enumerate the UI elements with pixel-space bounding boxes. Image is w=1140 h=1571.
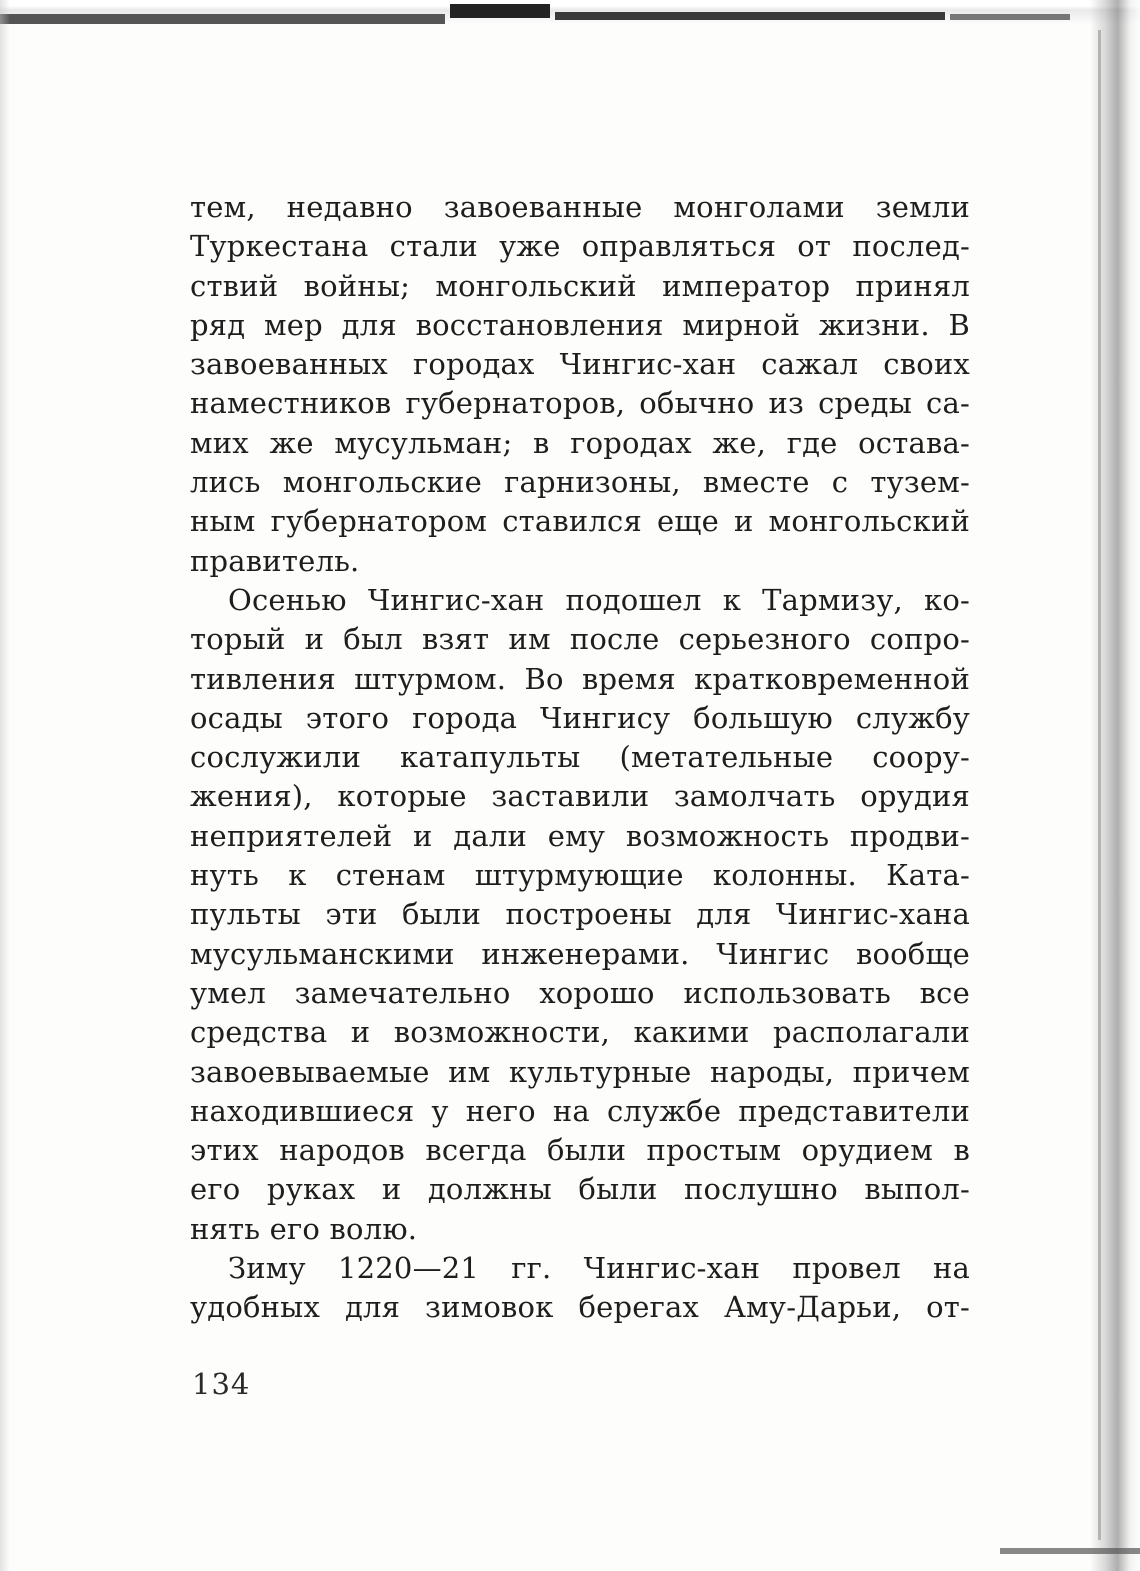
- text-line: мих же мусульман; в городах же, где остава-: [190, 425, 970, 460]
- text-line: удобных для зимовок берегах Аму-Дарьи, от-: [190, 1290, 970, 1325]
- text-line: жения), которые заставили замолчать орудия: [190, 779, 970, 814]
- scan-artifact: [0, 14, 445, 24]
- text-line: ным губернатором ставился еще и монгольский: [190, 504, 970, 539]
- scan-artifact: [1000, 1548, 1140, 1554]
- text-line: лись монгольские гарнизоны, вместе с тузем-: [190, 465, 970, 500]
- text-line: пульты эти были построены для Чингис-хана: [190, 897, 970, 932]
- text-line: сослужили катапульты (метательные соору-: [190, 740, 970, 775]
- paragraph-start-line: Осенью Чингис-хан подошел к Тармизу, ко-: [228, 582, 970, 617]
- text-line: завоеванных городах Чингис-хан сажал своих: [190, 347, 970, 382]
- paragraph-start-line: Зиму 1220—21 гг. Чингис-хан провел на: [228, 1251, 970, 1286]
- text-line: Туркестана стали уже оправляться от послед-: [190, 229, 970, 264]
- scan-artifact: [950, 14, 1070, 20]
- text-line: правитель.: [190, 543, 360, 578]
- scan-left-edge: [0, 0, 10, 1571]
- text-line: нять его волю.: [190, 1211, 418, 1246]
- text-line: ряд мер для восстановления мирной жизни. В: [190, 307, 970, 342]
- page-number: 134: [192, 1367, 251, 1401]
- text-line: тивления штурмом. Во время кратковременной: [190, 661, 970, 696]
- text-line: тем, недавно завоеванные монголами земли: [190, 190, 970, 224]
- text-line: находившиеся у него на службе представители: [190, 1093, 970, 1128]
- text-line: торый и был взят им после серьезного сопро-: [190, 622, 970, 657]
- text-line: средства и возможности, какими располагали: [190, 1015, 970, 1050]
- text-line: ствий войны; монгольский император принял: [190, 268, 970, 303]
- page-edge-shadow: [1098, 30, 1101, 1540]
- text-line: этих народов всегда были простым орудием в: [190, 1133, 970, 1168]
- text-line: его руках и должны были послушно выпол-: [190, 1172, 970, 1207]
- body-text: [190, 188, 970, 1328]
- text-line: осады этого города Чингису большую службу: [190, 700, 970, 735]
- text-line: наместников губернаторов, обычно из среды са-: [190, 386, 970, 421]
- text-line: неприятелей и дали ему возможность продви-: [190, 818, 970, 853]
- scan-artifact: [450, 4, 550, 18]
- scan-artifact: [555, 12, 945, 20]
- text-line: умел замечательно хорошо использовать все: [190, 975, 970, 1010]
- text-line: нуть к стенам штурмующие колонны. Ката-: [190, 858, 970, 893]
- text-line: завоевываемые им культурные народы, причем: [190, 1054, 970, 1089]
- text-line: мусульманскими инженерами. Чингис вообще: [190, 936, 970, 971]
